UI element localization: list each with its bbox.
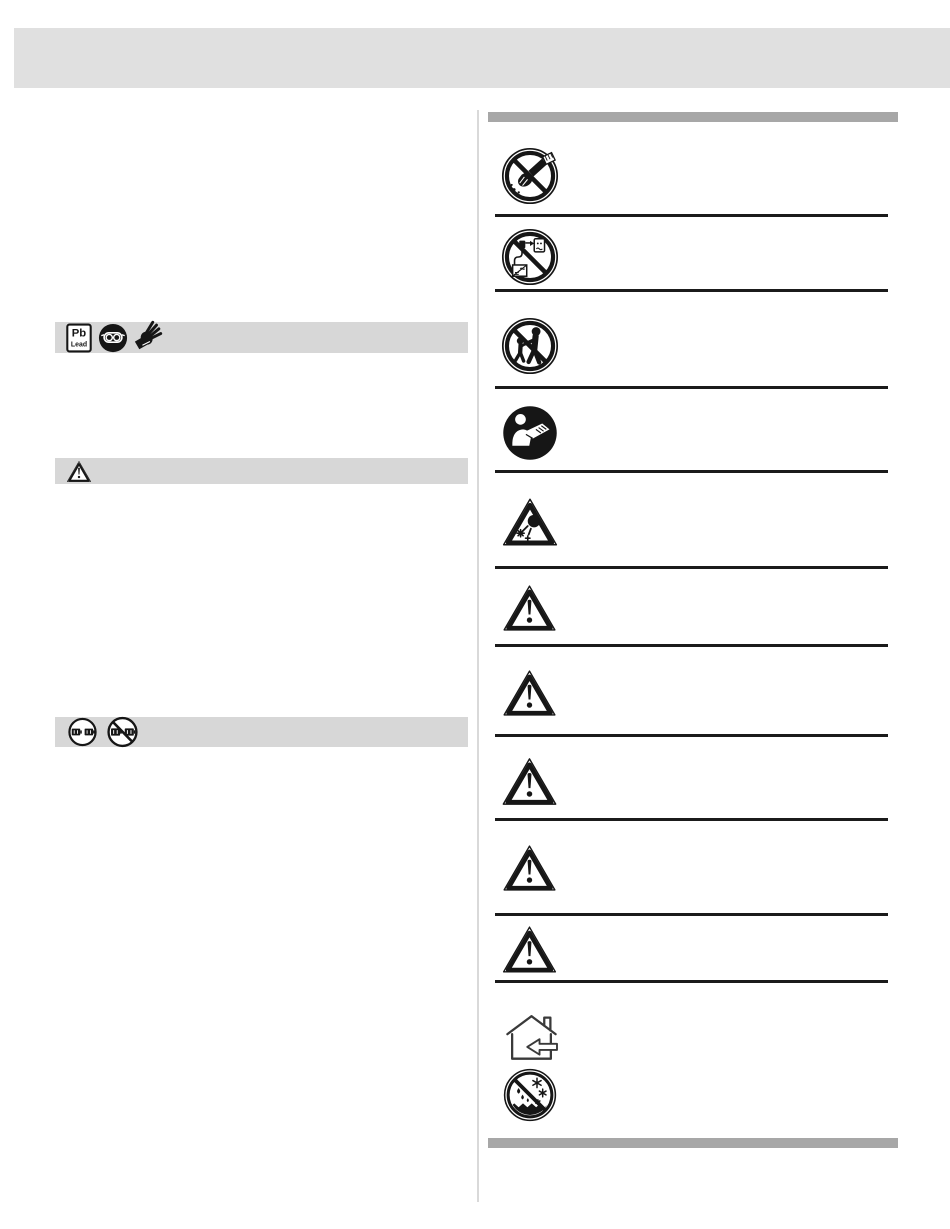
warning-triangle-icon [501, 924, 558, 975]
right-column-top-bar [488, 112, 898, 122]
no-frost-moisture-icon [501, 1067, 559, 1123]
no-mixed-batteries-icon [105, 716, 140, 748]
separator-rule [495, 818, 888, 821]
batteries-in-series-icon [66, 717, 99, 747]
indoor-use-house-icon [503, 1011, 560, 1062]
separator-rule [495, 566, 888, 569]
svg-text:Pb: Pb [71, 326, 87, 339]
general-warning-notice-bar [55, 458, 468, 484]
warning-triangle-icon [501, 755, 558, 808]
separator-rule [495, 734, 888, 737]
right-column-bottom-bar [488, 1138, 898, 1148]
lead-acid-battery-icon [66, 323, 92, 353]
separator-rule [495, 470, 888, 473]
svg-text:Lead: Lead [70, 341, 88, 349]
no-touch-prohibition-icon [500, 146, 560, 206]
wear-protective-gloves-icon [134, 317, 164, 351]
warning-triangle-icon [501, 668, 558, 718]
warning-triangle-icon [501, 583, 558, 633]
separator-rule [495, 980, 888, 983]
wear-eye-protection-icon [98, 323, 128, 353]
separator-rule [495, 644, 888, 647]
separator-rule [495, 386, 888, 389]
separator-rule [495, 289, 888, 292]
warning-triangle-icon [66, 460, 92, 483]
explosion-hazard-icon [501, 496, 559, 548]
no-grid-connection-icon [500, 227, 560, 287]
title-banner [14, 28, 950, 88]
column-divider [477, 110, 479, 1202]
warning-triangle-icon [501, 843, 558, 893]
battery-connection-notice-bar [55, 717, 468, 747]
separator-rule [495, 913, 888, 916]
separator-rule [495, 214, 888, 217]
keep-children-away-icon [500, 316, 560, 376]
battery-ppe-notice-bar [55, 322, 468, 353]
read-manual-icon [501, 404, 559, 462]
